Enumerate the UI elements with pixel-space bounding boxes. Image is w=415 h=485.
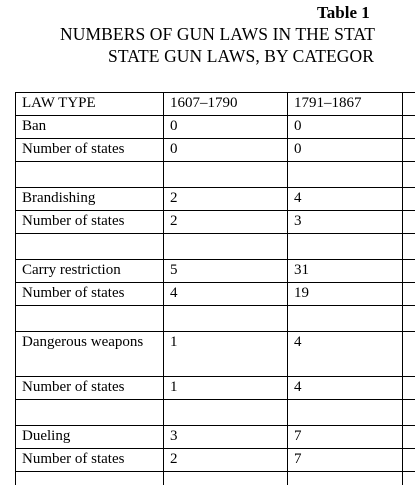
table-row-brandishing — [16, 188, 415, 211]
spacer-cell — [164, 472, 288, 485]
states-label-cell: Number of states — [16, 139, 164, 162]
states-cell — [403, 283, 415, 306]
gun-laws-table — [15, 92, 415, 485]
spacer-cell — [164, 162, 288, 188]
table-label: Table 1 — [317, 3, 370, 22]
table-spacer-row — [16, 472, 415, 485]
law-type-cell: Dueling — [16, 426, 164, 449]
spacer-cell — [16, 400, 164, 426]
value-cell: 31 — [288, 260, 403, 283]
table-row-ban — [16, 116, 415, 139]
value-cell — [403, 332, 415, 377]
value-cell: 4 — [288, 332, 403, 377]
states-cell — [403, 211, 415, 234]
table-row-carry-restriction — [16, 260, 415, 283]
states-label-cell: Number of states — [16, 283, 164, 306]
value-cell: 4 — [288, 188, 403, 211]
spacer-cell — [288, 162, 403, 188]
column-header-law-type: LAW TYPE — [16, 93, 164, 116]
states-cell: 2 — [164, 211, 288, 234]
value-cell — [403, 426, 415, 449]
states-label-cell: Number of states — [16, 211, 164, 234]
spacer-cell — [164, 400, 288, 426]
law-type-cell: Carry restriction — [16, 260, 164, 283]
table-row-ban-states — [16, 139, 415, 162]
states-cell: 1 — [164, 377, 288, 400]
spacer-cell — [16, 234, 164, 260]
value-cell: 7 — [288, 426, 403, 449]
table-spacer-row — [16, 162, 415, 188]
spacer-cell — [403, 234, 415, 260]
spacer-cell — [16, 162, 164, 188]
column-header-next-period — [403, 93, 415, 116]
table-header-row — [16, 93, 415, 116]
spacer-cell — [164, 234, 288, 260]
spacer-cell — [164, 306, 288, 332]
spacer-cell — [403, 472, 415, 485]
table-row-dangerous-weapons — [16, 332, 415, 377]
states-cell: 0 — [288, 139, 403, 162]
states-cell: 7 — [288, 449, 403, 472]
value-cell: 0 — [164, 116, 288, 139]
table-row-dueling-states — [16, 449, 415, 472]
table-row-dangerous-weapons-states — [16, 377, 415, 400]
states-cell — [403, 139, 415, 162]
table-row-carry-restriction-states — [16, 283, 415, 306]
states-cell: 2 — [164, 449, 288, 472]
spacer-cell — [16, 472, 164, 485]
states-cell: 4 — [288, 377, 403, 400]
table-title-line-2: STATE GUN LAWS, BY CATEGOR — [108, 46, 375, 66]
states-label-cell: Number of states — [16, 449, 164, 472]
value-cell: 5 — [164, 260, 288, 283]
table-row-brandishing-states — [16, 211, 415, 234]
law-type-cell: Brandishing — [16, 188, 164, 211]
spacer-cell — [288, 234, 403, 260]
column-header-1607-1790: 1607–1790 — [164, 93, 288, 116]
law-type-cell: Dangerous weapons — [16, 332, 164, 377]
states-cell: 19 — [288, 283, 403, 306]
law-type-cell: Ban — [16, 116, 164, 139]
spacer-cell — [403, 162, 415, 188]
spacer-cell — [288, 472, 403, 485]
spacer-cell — [16, 306, 164, 332]
value-cell: 1 — [164, 332, 288, 377]
value-cell — [403, 260, 415, 283]
column-header-1791-1867: 1791–1867 — [288, 93, 403, 116]
value-cell: 2 — [164, 188, 288, 211]
value-cell: 0 — [288, 116, 403, 139]
value-cell — [403, 188, 415, 211]
states-cell — [403, 449, 415, 472]
table-title-line-1: NUMBERS OF GUN LAWS IN THE STAT — [60, 24, 375, 44]
spacer-cell — [403, 306, 415, 332]
spacer-cell — [288, 306, 403, 332]
table-spacer-row — [16, 306, 415, 332]
spacer-cell — [403, 400, 415, 426]
table-row-dueling — [16, 426, 415, 449]
states-cell: 0 — [164, 139, 288, 162]
value-cell — [403, 116, 415, 139]
states-cell — [403, 377, 415, 400]
states-cell: 3 — [288, 211, 403, 234]
table-spacer-row — [16, 400, 415, 426]
states-label-cell: Number of states — [16, 377, 164, 400]
table-spacer-row — [16, 234, 415, 260]
spacer-cell — [288, 400, 403, 426]
value-cell: 3 — [164, 426, 288, 449]
states-cell: 4 — [164, 283, 288, 306]
